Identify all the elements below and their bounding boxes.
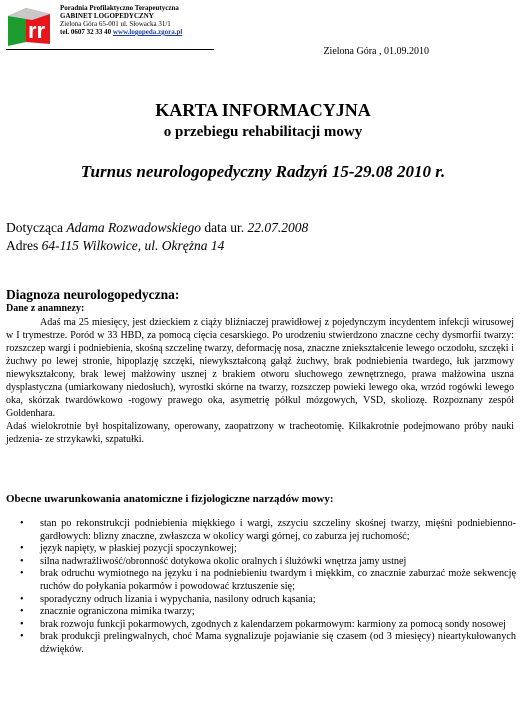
patient-dob: 22.07.2008 xyxy=(247,220,309,235)
list-item: • sporadyczny odruch lizania i wypychania, nasilony odruch kąsania; xyxy=(20,593,316,605)
patient-address: 64-115 Wilkowice, ul. Okrężna 14 xyxy=(41,238,225,253)
list-item: • język napięty, w płaskiej pozycji spoczynkowej; xyxy=(20,543,237,555)
website-link[interactable]: www.logopeda.zgora.pl xyxy=(112,28,183,36)
conditions-list xyxy=(6,518,516,657)
bullet-icon: • xyxy=(20,568,24,580)
letterhead-address: Zielona Góra 65-001 ul. Słowacka 31/1 xyxy=(60,20,171,28)
letterhead-divider xyxy=(6,49,214,50)
bullet-icon: • xyxy=(20,631,24,643)
document-subtitle: o przebiegu rehabilitacji mowy xyxy=(163,124,363,140)
list-item: • brak produkcji prelingwalnych, choć Mama sygnalizuje pojawianie się czasem (od 3 miesięcy) nieartykułowanych dźwięków. xyxy=(20,631,516,655)
address-label: Adres xyxy=(6,238,39,253)
conditions-heading: Obecne uwarunkowania anatomiczne i fizjologiczne narządów mowy: xyxy=(6,493,334,505)
bullet-icon: • xyxy=(20,555,24,567)
letterhead-phone: tel. 0607 32 33 40 xyxy=(60,28,113,36)
anamnesis-text xyxy=(6,316,514,446)
document-title: KARTA INFORMACYJNA xyxy=(155,100,371,120)
bullet-icon: • xyxy=(20,618,24,630)
dotyczaca-label: Dotycząca xyxy=(6,220,63,235)
dob-label: data ur. xyxy=(204,220,245,235)
list-item: • silna nadwrażliwość/obronność dotykowa okolic oralnych i ślużówki wnętrza jamy ustnej xyxy=(20,555,407,567)
bullet-icon: • xyxy=(20,606,24,618)
list-item: • brak odruchu wymiotnego na języku i na podniebieniu twardym i miękkim, co znacznie zaburzać może sekwencję ruchów do połykania pokarmów i powodować krztuszenie się; xyxy=(20,568,516,592)
address-line xyxy=(6,237,308,255)
patient-info xyxy=(6,219,308,255)
turnus-heading: Turnus neurologopedyczny Radzyń 15-29.08 2010 r. xyxy=(80,162,446,181)
letterhead-contact xyxy=(60,28,260,36)
anamnesis-paragraph-1: Adaś ma 25 miesięcy, jest dzieckiem z ciąży bliźniaczej prawidłowej z pojedynczym incydentem infekcji wirusowej w I trymestrze. Poród w 33 HBD, za pomocą cięcia cesarskiego. Po urodzeniu stwierdzono znaczne cechy dysmorfii twarzy: rozszczep wargi i podniebienia, skośną szczelinę twarzy, deformację nosa, znaczne zniekształcenie lewego oczodołu, szczęki i żuchwy po lewej stronie, hipoplazję szczęki, niewykształconą gałąź żuchwy, brak podniebienia twardego, łuk jarzmowy niewykształcony, brak lewej małżowiny usznej z brakiem otworu słuchowego zewnętrznego, prawa małżowina uszna dysplastyczna (umiarkowany niedosłuch), wyrostki skórne na twarzy, rozszczep powieki lewego oka, wrzód rogówki lewego oka, skórzak twardówkowo -rogowy prawego oka, asymetrię półkul mózgowych, VSD, skoliozę. Rozpoznany zespół Goldenhara. xyxy=(6,317,514,419)
list-item: • znacznie ograniczona mimika twarzy; xyxy=(20,606,195,618)
bullet-icon: • xyxy=(20,518,24,529)
letterhead-line1: Poradnia Profilaktyczno Terapeutyczna xyxy=(60,4,179,12)
list-item: • brak rozwoju funkcji pokarmowych, zgodnych z kalendarzem pokarmowym: karmiony za pomocą sondy nosowej xyxy=(20,618,506,630)
bullet-icon: • xyxy=(20,543,24,555)
place-date: Zielona Góra , 01.09.2010 xyxy=(323,46,429,57)
clinic-logo xyxy=(4,4,54,48)
bullet-icon: • xyxy=(20,593,24,605)
anamnesis-paragraph-2: Adaś wielokrotnie był hospitalizowany, operowany, zaopatrzony w tracheotomię. Kilkakrotnie podejmowano próby nauki jedzenia- ze strzykawki, szpatułki. xyxy=(6,421,514,445)
patient-line xyxy=(6,219,308,237)
logo-letters: rr xyxy=(28,18,46,43)
list-item: • stan po rekonstrukcji podniebienia miękkiego i wargi, zszyciu szczeliny skośnej twarzy, mięśni podniebienno-gardłowych: blizny znaczne, zwłaszcza w okolicy wargi górnej, co zaburza jej ruchomość; xyxy=(20,518,516,542)
patient-name: Adama Rozwadowskiego xyxy=(66,220,201,235)
letterhead-line2: GABINET LOGOPEDYCZNY xyxy=(60,12,154,20)
anamnesis-heading: Dane z anamnezy: xyxy=(6,303,85,314)
letterhead xyxy=(60,4,260,36)
diagnosis-heading: Diagnoza neurologopedyczna: xyxy=(6,287,180,302)
